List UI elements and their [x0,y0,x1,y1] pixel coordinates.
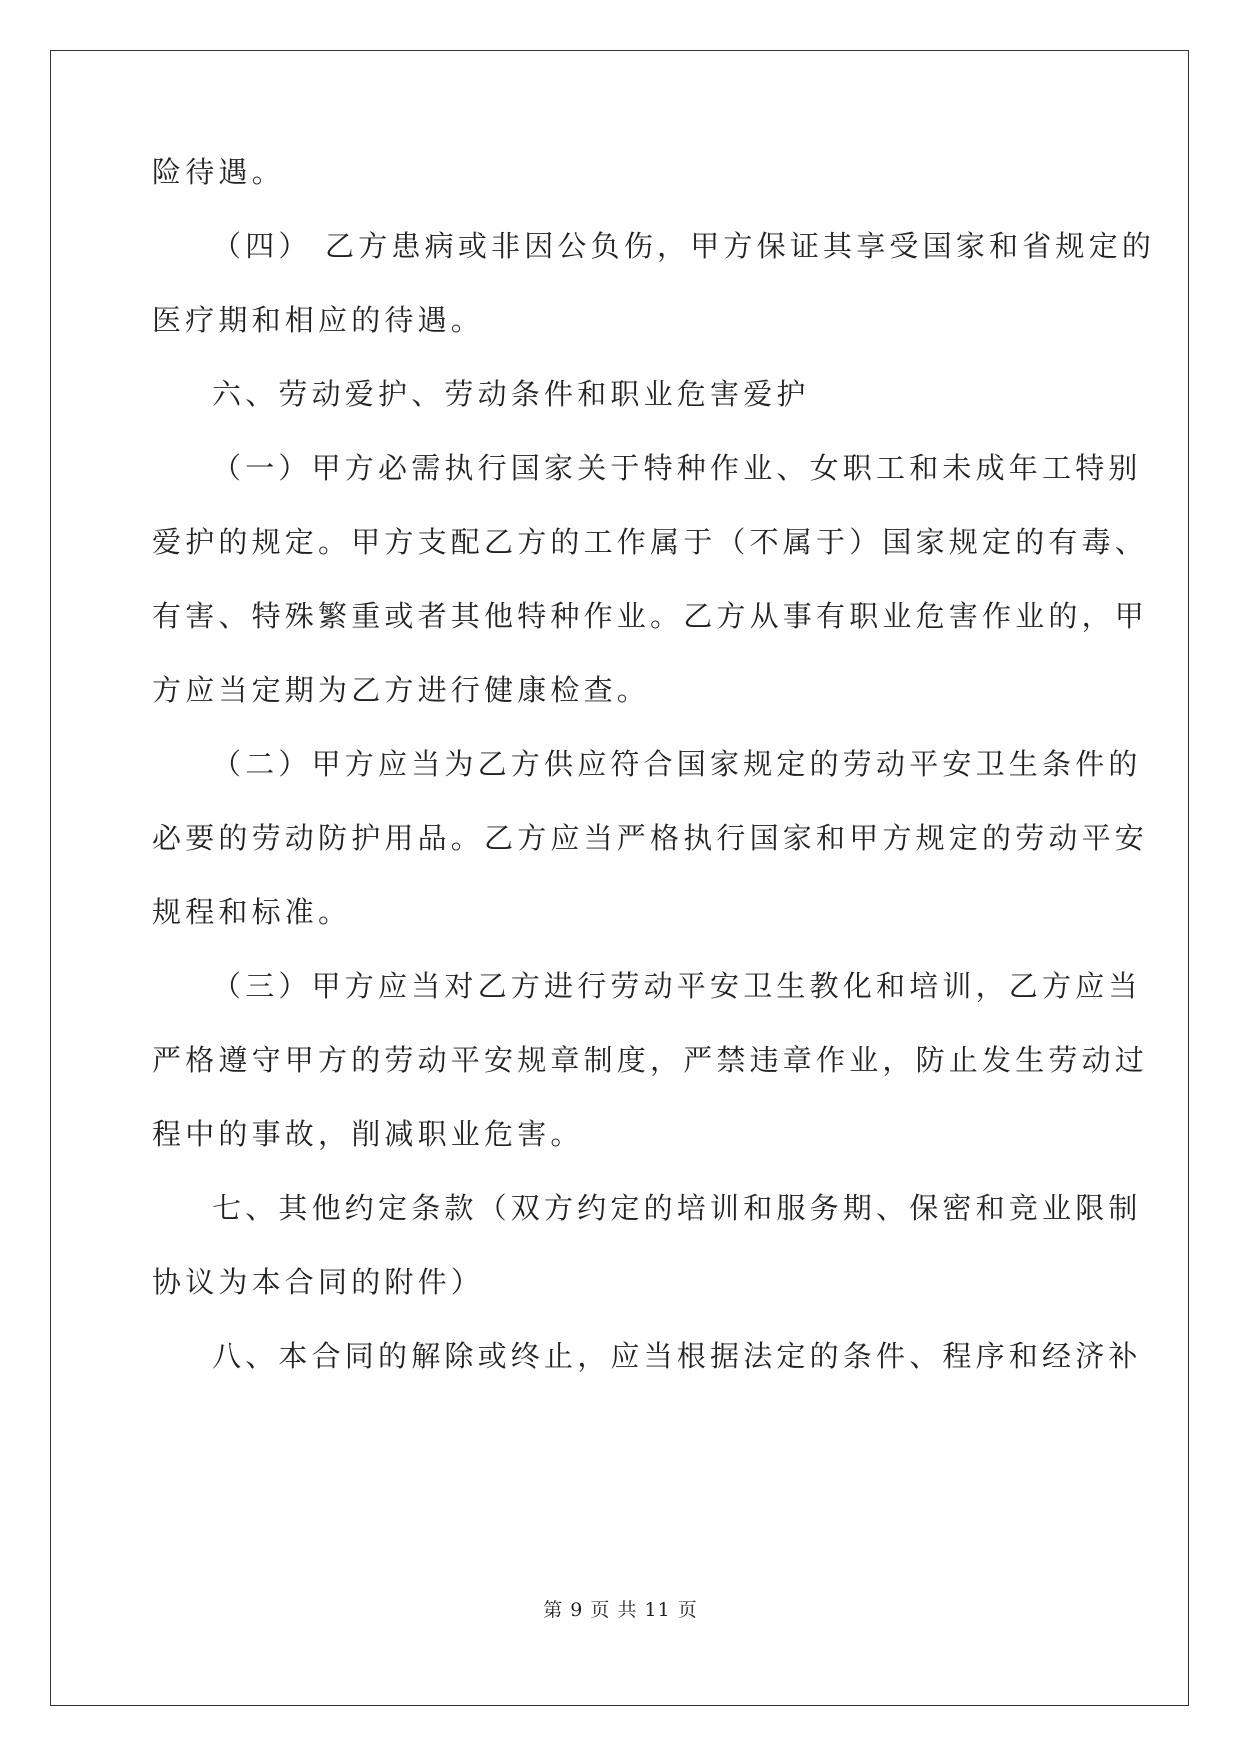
text-line: 必要的劳动防护用品。乙方应当严格执行国家和甲方规定的劳动平安 [152,821,1149,855]
text-line: 险待遇。 [152,155,285,189]
section-heading: 六、劳动爱护、劳动条件和职业危害爱护 [212,377,810,411]
text-line: （四） 乙方患病或非因公负伤，甲方保证其享受国家和省规定的 [212,229,1156,263]
text-line: 有害、特殊繁重或者其他特种作业。乙方从事有职业危害作业的，甲 [152,599,1149,633]
section-heading: 八、本合同的解除或终止，应当根据法定的条件、程序和经济补 [212,1339,1142,1373]
page-border [50,50,1189,1706]
text-line: 程中的事故，削减职业危害。 [152,1117,584,1151]
text-line: 严格遵守甲方的劳动平安规章制度，严禁违章作业，防止发生劳动过 [152,1043,1149,1077]
text-line: 爱护的规定。甲方支配乙方的工作属于（不属于）国家规定的有毒、 [152,525,1149,559]
text-line: 方应当定期为乙方进行健康检查。 [152,673,651,707]
text-line: （三）甲方应当对乙方进行劳动平安卫生教化和培训，乙方应当 [212,969,1142,1003]
section-heading: 七、其他约定条款（双方约定的培训和服务期、保密和竞业限制 [212,1191,1142,1225]
text-line: 规程和标准。 [152,895,352,929]
text-line: （二）甲方应当为乙方供应符合国家规定的劳动平安卫生条件的 [212,747,1142,781]
text-line: （一）甲方必需执行国家关于特种作业、女职工和未成年工特别 [212,451,1142,485]
page-footer: 第 9 页 共 11 页 [543,1599,698,1621]
text-line: 协议为本合同的附件） [152,1265,485,1299]
text-line: 医疗期和相应的待遇。 [152,303,485,337]
